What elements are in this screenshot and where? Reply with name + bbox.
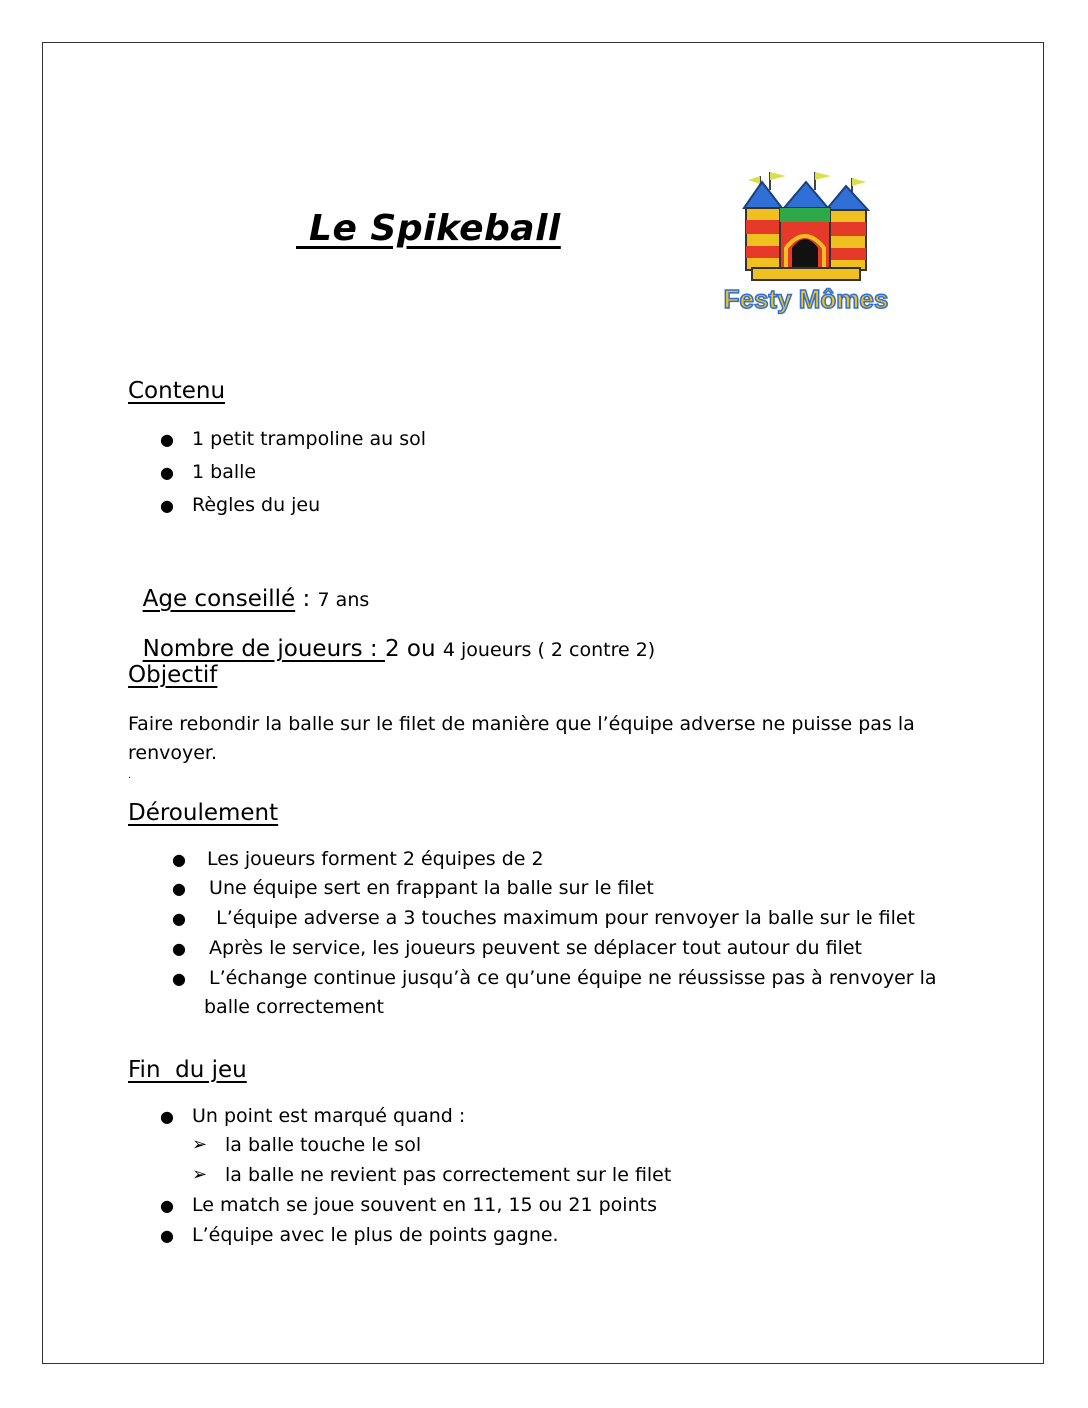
list-item: ● L’équipe avec le plus de points gagne. xyxy=(160,1224,559,1246)
sub-list-item: ➢ la balle ne revient pas correctement sur le filet xyxy=(192,1164,672,1186)
arrow-bullet-icon: ➢ xyxy=(192,1134,208,1155)
list-item: ● Un point est marqué quand : xyxy=(160,1105,466,1127)
arrow-bullet-icon: ➢ xyxy=(192,1164,208,1185)
objectif-text-line1: Faire rebondir la balle sur le filet de manière que l’équipe adverse ne puisse pas la xyxy=(128,713,915,735)
list-item: ● L’équipe adverse a 3 touches maximum pour renvoyer la balle sur le filet xyxy=(172,907,915,929)
list-item-continuation: balle correctement xyxy=(204,996,384,1018)
fin-heading: Fin du jeu xyxy=(128,1057,247,1083)
list-item: ● Règles du jeu xyxy=(160,494,321,516)
list-item: ● 1 petit trampoline au sol xyxy=(160,428,427,450)
contenu-heading: Contenu xyxy=(128,378,226,404)
list-item: ● Le match se joue souvent en 11, 15 ou 21 points xyxy=(160,1194,657,1216)
joueurs-line: Nombre de joueurs : 2 ou 4 joueurs ( 2 contre 2) xyxy=(142,636,656,662)
list-item: ● Après le service, les joueurs peuvent se déplacer tout autour du filet xyxy=(172,937,862,959)
objectif-heading: Objectif xyxy=(128,662,218,688)
age-line: Age conseillé : 7 ans xyxy=(142,586,370,612)
objectif-text-line2: renvoyer. xyxy=(128,742,218,764)
list-item: ● L’échange continue jusqu’à ce qu’une équipe ne réussisse pas à renvoyer la xyxy=(172,967,937,989)
festy-momes-logo xyxy=(722,168,890,318)
deroulement-heading: Déroulement xyxy=(128,800,279,826)
list-item: ● Une équipe sert en frappant la balle sur le filet xyxy=(172,877,654,899)
sub-list-item: ➢ la balle touche le sol xyxy=(192,1134,422,1156)
svg-text:Festy Mômes: Festy Mômes xyxy=(723,284,889,314)
list-item: ● 1 balle xyxy=(160,461,257,483)
stray-dot: . xyxy=(128,770,132,781)
page-title: Le Spikeball xyxy=(296,208,561,249)
list-item: ● Les joueurs forment 2 équipes de 2 xyxy=(172,848,544,870)
